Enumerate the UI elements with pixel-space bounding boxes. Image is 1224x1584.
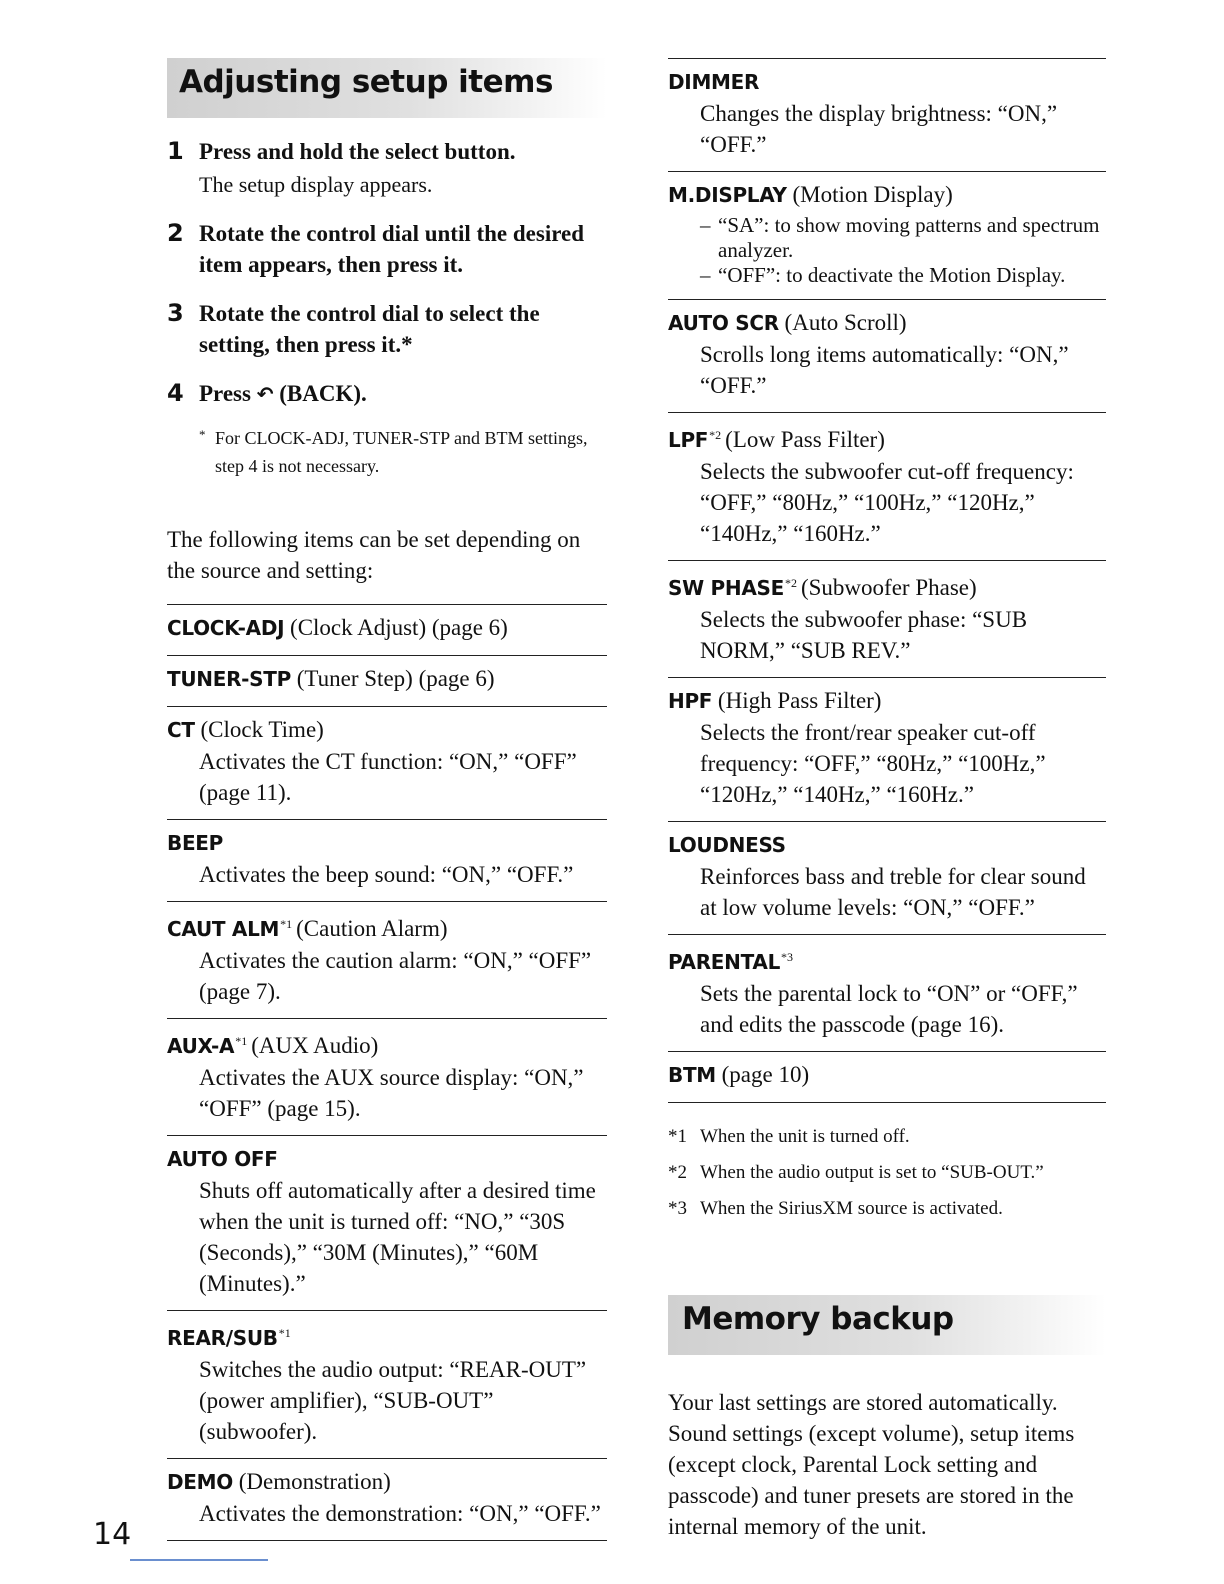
step-title: Rotate the control dial to select the setting, then press it.* [199,301,540,357]
setup-item-key: AUTO OFF [167,1147,278,1171]
setup-item-description: Activates the caution alarm: “ON,” “OFF” (page 7). [199,948,592,1004]
setup-item-caut-alm [167,901,607,1018]
setup-item-header [668,829,1106,861]
setup-item-description: Activates the beep sound: “ON,” “OFF.” [199,862,574,887]
option-bullet: – “OFF”: to deactivate the Motion Display. [700,263,1106,288]
setup-item-rear-sub [167,1310,607,1458]
setup-item-loudness [668,821,1106,934]
step-4 [167,378,607,410]
setup-item-header [668,568,1106,604]
setup-item-header [167,1318,607,1354]
setup-item-header [167,612,607,644]
setup-item-label: (Caution Alarm) [296,916,448,941]
setup-item-description: Changes the display brightness: “ON,” “OFF.” [700,101,1058,157]
setup-item-description: Activates the CT function: “ON,” “OFF” (page 11). [199,749,577,805]
setup-intro: The following items can be set depending on the source and setting: [167,527,581,583]
setup-item-description: Reinforces bass and treble for clear sound at low volume levels: “ON,” “OFF.” [700,864,1086,920]
setup-item-tuner-stp [167,655,607,706]
setup-item-key: BTM [668,1063,716,1087]
step-number: 4 [167,379,184,407]
setup-item-label: (Tuner Step) (page 6) [296,666,495,691]
page-number-rule [130,1559,268,1561]
setup-item-description: Activates the demonstration: “ON,” “OFF.” [199,1501,601,1526]
setup-item-key: TUNER-STP [167,667,291,691]
memory-backup-heading: Memory backup [668,1295,1106,1355]
setup-item-header [167,1466,607,1498]
left-column [167,58,607,1541]
option-bullet: – “SA”: to show moving patterns and spectrum analyzer. [700,213,1106,263]
setup-item-auto-off [167,1135,607,1310]
footnotes [668,1123,1106,1223]
setup-item-beep [167,819,607,901]
setup-item-key: LPF [668,428,709,452]
footnote-ref: *2 [709,428,722,442]
setup-item-header [668,179,1106,211]
setup-item-lpf [668,412,1106,560]
setup-item-m-display [668,171,1106,299]
setup-item-label: (page 10) [721,1062,810,1087]
setup-item-key: AUTO SCR [668,311,779,335]
setup-item-demo [167,1458,607,1541]
footnote-ref: *1 [278,1326,291,1340]
step-3 [167,298,607,360]
setup-item-description: Switches the audio output: “REAR-OUT” (power amplifier), “SUB-OUT” (subwoofer). [199,1357,587,1444]
setup-item-header [167,909,607,945]
setup-item-label: (Clock Time) [200,717,324,742]
setup-item-description: Sets the parental lock to “ON” or “OFF,” and edits the passcode (page 16). [700,981,1078,1037]
step-description: The setup display appears. [199,172,433,197]
step-title: Press and hold the select button. [199,139,516,164]
setup-item-key: HPF [668,689,713,713]
setup-item-key: M.DISPLAY [668,183,787,207]
setup-item-description: Selects the front/rear speaker cut-off frequency: “OFF,” “80Hz,” “100Hz,” “120Hz,” “140Hz,” “160Hz.” [700,720,1046,807]
step-title-back: (BACK). [279,381,367,406]
setup-item-sw-phase [668,560,1106,677]
setup-item-ct [167,706,607,819]
setup-item-list-continued [668,58,1106,1103]
step-title: Rotate the control dial until the desired item appears, then press it. [199,221,585,277]
setup-item-key: AUX-A [167,1034,235,1058]
setup-item-header [668,685,1106,717]
step-2 [167,218,607,280]
setup-item-key: REAR/SUB [167,1326,278,1350]
step-title [199,378,607,410]
setup-item-description: Shuts off automatically after a desired time when the unit is turned off: “NO,” “30S (Seconds),” “30M (Minutes),” “60M (Minutes).” [199,1178,596,1296]
setup-item-key: LOUDNESS [668,833,786,857]
footnote [668,1195,1106,1223]
footnote [668,1159,1106,1187]
footnote-text: For CLOCK-ADJ, TUNER-STP and BTM settings, step 4 is not necessary. [215,428,588,476]
setup-item-label: (Clock Adjust) (page 6) [290,615,508,640]
footnote [668,1123,1106,1151]
step-number: 3 [167,299,184,327]
setup-item-key: CT [167,718,195,742]
right-column [668,58,1106,1542]
setup-item-label: (AUX Audio) [251,1033,379,1058]
setup-item-key: CLOCK-ADJ [167,616,285,640]
setup-item-label: (Demonstration) [238,1469,391,1494]
setup-steps [167,136,607,410]
setup-item-label: (Subwoofer Phase) [800,575,977,600]
footnote-ref: *1 [235,1034,248,1048]
setup-item-options [668,213,1106,288]
setup-item-description: Selects the subwoofer phase: “SUB NORM,” “SUB REV.” [700,607,1028,663]
footnote-mark: *1 [668,1126,687,1147]
setup-item-header [167,663,607,695]
setup-item-dimmer [668,58,1106,171]
setup-item-description: Scrolls long items automatically: “ON,” “OFF.” [700,342,1069,398]
setup-item-header [167,1143,607,1175]
footnote-ref: *1 [280,917,293,931]
setup-item-list [167,604,607,1541]
footnote-text: When the unit is turned off. [700,1126,910,1147]
footnote-ref: *3 [781,950,794,964]
footnote-text: When the audio output is set to “SUB-OUT.” [700,1162,1044,1183]
footnote-mark: * [199,427,206,442]
setup-item-clock-adj [167,604,607,655]
footnote-text: When the SiriusXM source is activated. [700,1198,1003,1219]
footnote-mark: *2 [668,1162,687,1183]
setup-item-key: DEMO [167,1470,233,1494]
setup-item-header [668,942,1106,978]
setup-item-header [668,420,1106,456]
setup-item-hpf [668,677,1106,821]
setup-item-label: (Motion Display) [792,182,953,207]
setup-item-label: (Auto Scroll) [784,310,907,335]
step-number: 2 [167,219,184,247]
step-number: 1 [167,137,184,165]
setup-item-description: Selects the subwoofer cut-off frequency: “OFF,” “80Hz,” “100Hz,” “120Hz,” “140Hz,” “160Hz.” [700,459,1074,546]
setup-item-key: BEEP [167,831,224,855]
setup-item-header [668,307,1106,339]
step-title-press: Press [199,381,251,406]
setup-item-aux-a [167,1018,607,1135]
setup-item-header [167,714,607,746]
step-footnote [199,424,607,480]
setup-item-auto-scr [668,299,1106,412]
setup-item-btm [668,1051,1106,1103]
footnote-ref: *2 [784,576,797,590]
page-number: 14 [93,1517,132,1552]
memory-backup-body: Your last settings are stored automatically. Sound settings (except volume), setup items (except clock, Parental Lock setting and passcode) and tuner presets are stored in the internal memory of the unit. [668,1390,1075,1539]
setup-item-label: (Low Pass Filter) [725,427,885,452]
setup-item-header [167,827,607,859]
step-1 [167,136,607,200]
setup-item-label: (High Pass Filter) [717,688,882,713]
setup-item-parental [668,934,1106,1051]
setup-item-key: CAUT ALM [167,917,280,941]
setup-item-key: PARENTAL [668,950,781,974]
setup-item-header [668,66,1106,98]
setup-item-key: DIMMER [668,70,760,94]
setup-item-header [167,1026,607,1062]
setup-item-key: SW PHASE [668,576,784,600]
footnote-mark: *3 [668,1198,687,1219]
setup-item-header [668,1059,1106,1091]
setup-heading: Adjusting setup items [167,58,607,118]
back-arrow-icon: ↶ [256,382,274,406]
setup-item-description: Activates the AUX source display: “ON,” “OFF” (page 15). [199,1065,584,1121]
